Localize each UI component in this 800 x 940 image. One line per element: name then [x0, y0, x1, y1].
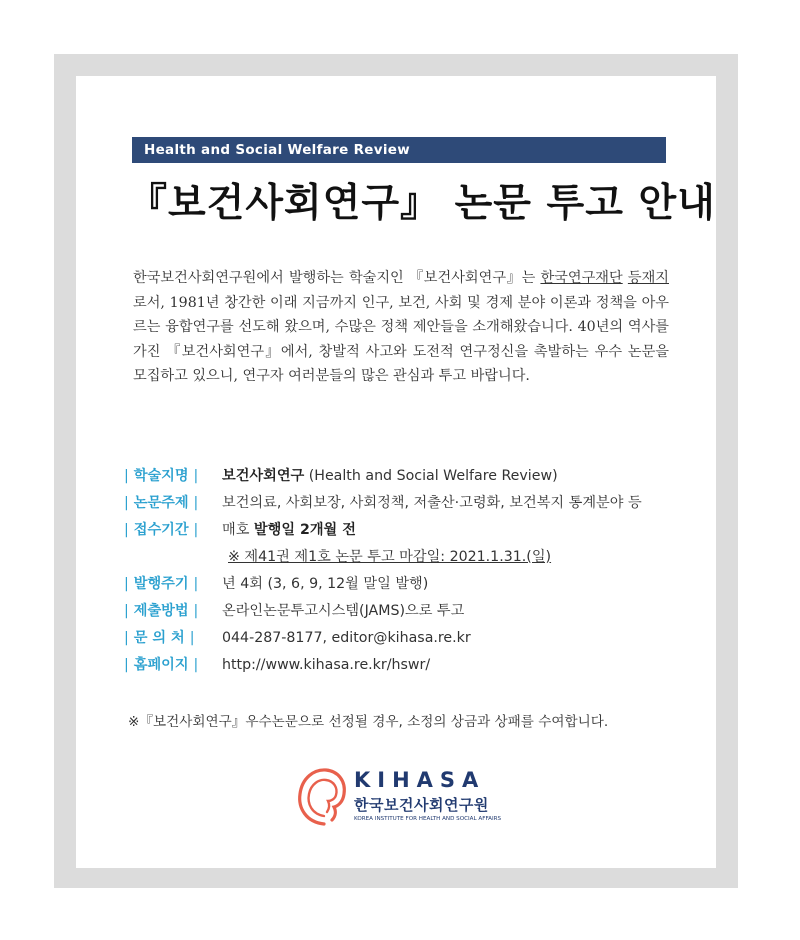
topics-value: 보건의료, 사회보장, 사회정책, 저출산·고령화, 보건복지 통계분야 등: [222, 495, 642, 511]
period-prefix: 매호: [222, 522, 254, 538]
topics-label: 논문주제: [133, 495, 189, 511]
period-deadline: 발행일 2개월 전: [253, 522, 356, 538]
page-title: 『보건사회연구』 논문 투고 안내: [128, 181, 716, 226]
notice-card: [76, 76, 716, 868]
period-note: ※ 제41권 제1호 논문 투고 마감일: 2021.1.31.(일): [228, 549, 552, 565]
cycle-label: 발행주기: [133, 576, 189, 592]
logo-korean: 한국보건사회연구원: [354, 796, 489, 814]
homepage-label: 홈페이지: [133, 657, 189, 673]
period-label: 접수기간: [133, 522, 189, 538]
intro-text-1: 한국보건사회연구원에서 발행하는 학술지인 『보건사회연구』는: [133, 270, 541, 286]
journal-name: 보건사회연구: [222, 468, 305, 484]
journal-label: 학술지명: [133, 468, 189, 484]
intro-link-listed: 등재지: [627, 270, 669, 286]
info-row-method: | 제출방법 | 온라인논문투고시스템(JAMS)으로 투고: [124, 598, 684, 625]
journal-name-en: (Health and Social Welfare Review): [304, 468, 558, 484]
info-row-homepage: | 홈페이지 | http://www.kihasa.re.kr/hswr/: [124, 652, 684, 679]
intro-paragraph: [133, 266, 669, 389]
info-list: [124, 463, 684, 679]
homepage-link[interactable]: http://www.kihasa.re.kr/hswr/: [222, 657, 431, 673]
info-row-period-note: [124, 544, 684, 571]
info-row-period: | 접수기간 | 매호 발행일 2개월 전: [124, 522, 356, 538]
award-footnote: ※『보건사회연구』우수논문으로 선정될 경우, 소정의 상금과 상패를 수여합니다.: [128, 714, 609, 730]
cycle-value: 년 4회 (3, 6, 9, 12월 말일 발행): [222, 576, 429, 592]
method-value: 온라인논문투고시스템(JAMS)으로 투고: [222, 603, 465, 619]
intro-text-2: 로서, 1981년 창간한 이래 지금까지 인구, 보건, 사회 및 경제 분야 이론과 정책을 아우르는 융합연구를 선도해 왔으며, 수많은 정책 제안들을 소개해왔습니다. 40년의 역사를 가진 『보건사회연구』에서, 창발적 사고와 도전적 연구정신을 촉발하는 우수 논문을 모집하고 있으니, 연구자 여러분들의 많은 관심과 투고 바랍니다.: [133, 294, 669, 385]
contact-label: 문 의 처: [133, 630, 185, 646]
info-row-topics: | 논문주제 | 보건의료, 사회보장, 사회정책, 저출산·고령화, 보건복지 통계분야 등: [124, 490, 684, 517]
method-label: 제출방법: [133, 603, 189, 619]
kihasa-head-icon: [294, 764, 350, 828]
logo-english: KIHASA: [354, 768, 486, 792]
journal-banner: Health and Social Welfare Review: [132, 137, 666, 163]
info-row-journal: | 학술지명 | 보건사회연구 (Health and Social Welfare Review): [124, 468, 558, 484]
info-row-cycle: | 발행주기 | 년 4회 (3, 6, 9, 12월 말일 발행): [124, 571, 684, 598]
contact-value[interactable]: 044-287-8177, editor@kihasa.re.kr: [222, 630, 471, 646]
kihasa-logo: [294, 764, 524, 834]
logo-subtitle: KOREA INSTITUTE FOR HEALTH AND SOCIAL AFFAIRS: [354, 816, 502, 822]
info-row-contact: | 문 의 처 | 044-287-8177, editor@kihasa.re.kr: [124, 625, 684, 652]
intro-link-nrf: 한국연구재단: [540, 270, 623, 286]
